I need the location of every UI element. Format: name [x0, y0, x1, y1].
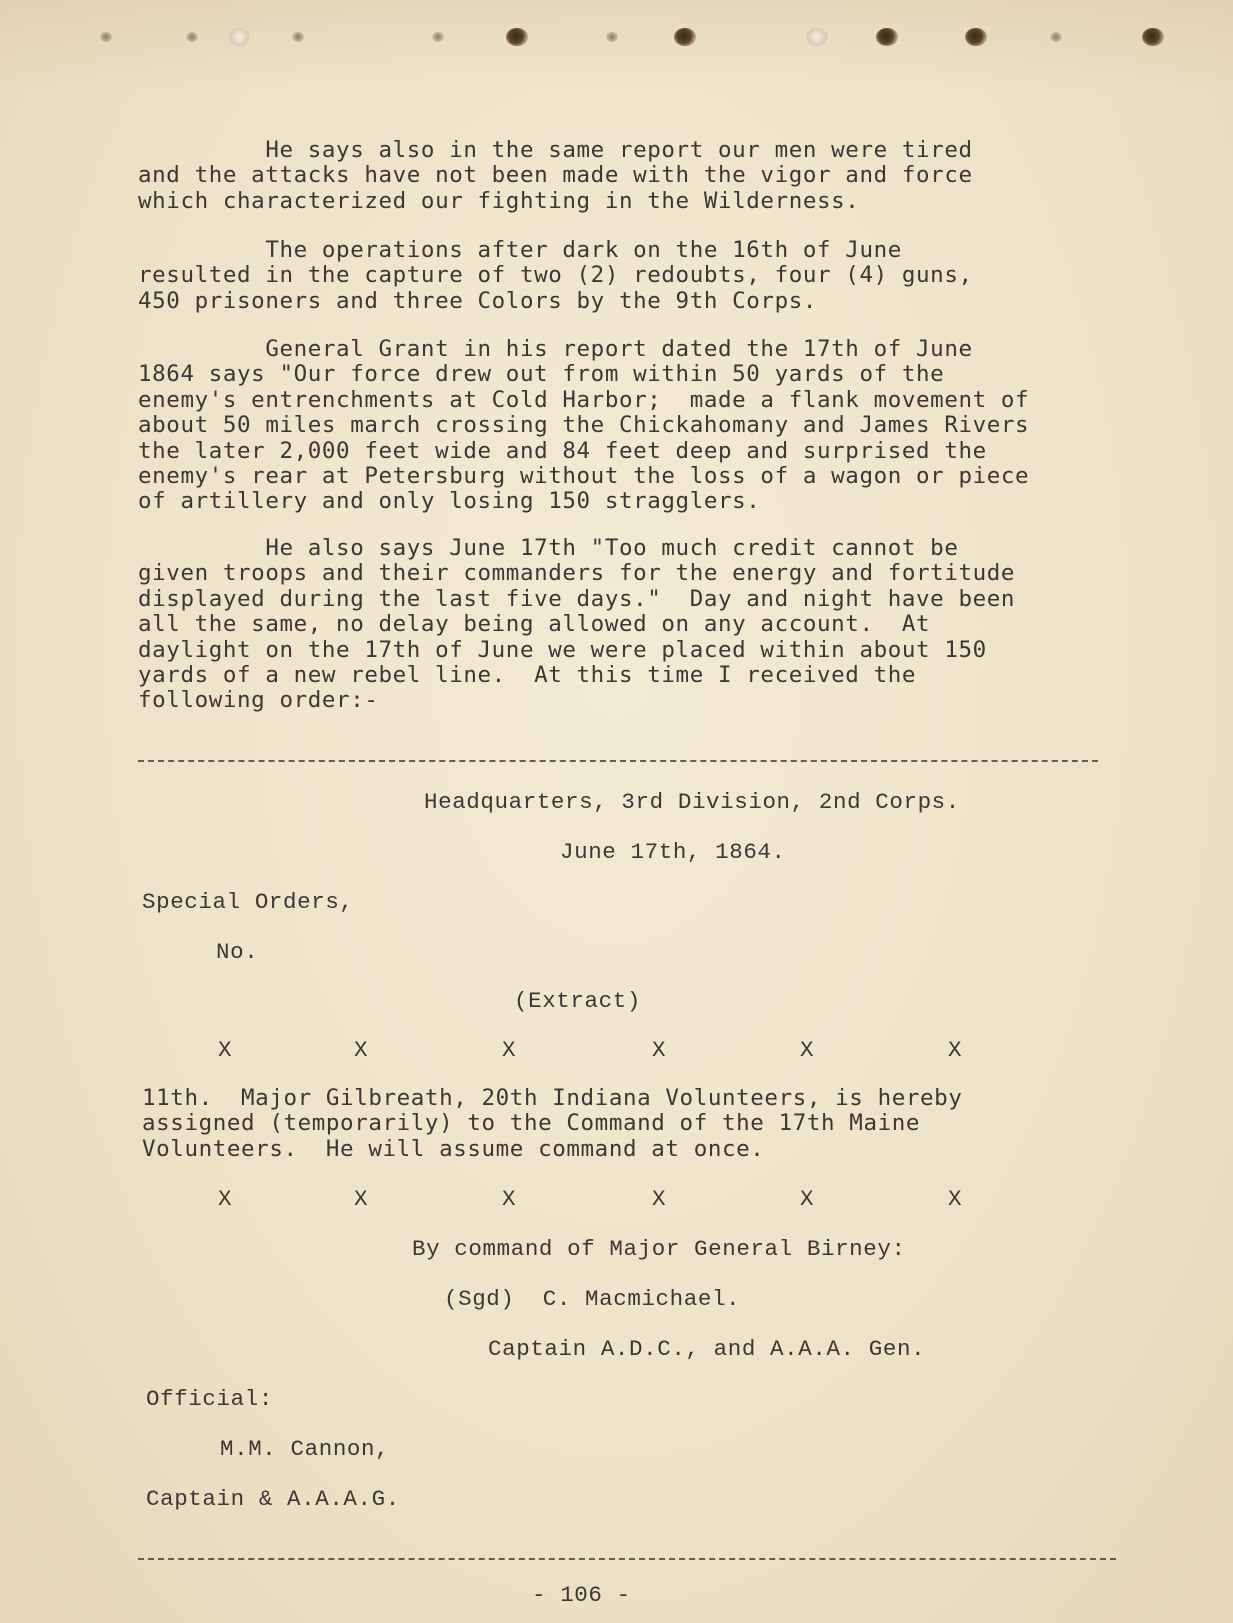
x-mark: X: [502, 1186, 516, 1212]
punch-hole: [674, 28, 696, 46]
punch-hole: [806, 28, 828, 46]
punch-hole: [228, 28, 250, 46]
x-mark: X: [800, 1037, 814, 1063]
punch-hole: [186, 32, 198, 42]
order-date: June 17th, 1864.: [560, 839, 786, 865]
x-mark: X: [652, 1186, 666, 1212]
official-title: Captain & A.A.A.G.: [146, 1486, 400, 1512]
punch-hole: [606, 32, 618, 42]
official-name: M.M. Cannon,: [220, 1436, 390, 1462]
x-mark: X: [948, 1037, 962, 1063]
punch-hole: [1050, 32, 1062, 42]
x-mark: X: [502, 1037, 516, 1063]
punch-hole: [432, 32, 444, 42]
x-mark: X: [218, 1186, 232, 1212]
signed-line: (Sgd) C. Macmichael.: [444, 1286, 741, 1312]
x-mark: X: [652, 1037, 666, 1063]
x-mark: X: [948, 1186, 962, 1212]
punch-hole: [292, 32, 304, 42]
page-number: - 106 -: [532, 1582, 631, 1608]
punch-hole: [876, 28, 898, 46]
punch-hole: [1142, 28, 1164, 46]
order-body: 11th. Major Gilbreath, 20th Indiana Volunteers, is hereby assigned (temporarily) to the Command of the 17th Maine Volunteers. He will assume command at once.: [142, 1085, 963, 1162]
x-mark: X: [354, 1186, 368, 1212]
paragraph-june-16-operations: The operations after dark on the 16th of June resulted in the capture of two (2) redoubts, four (4) guns, 450 prisoners and three Colors by the 9th Corps.: [138, 237, 973, 314]
order-number-label: No.: [216, 939, 259, 965]
divider-top: [138, 760, 1098, 762]
special-orders-label: Special Orders,: [142, 889, 354, 915]
punch-hole: [100, 32, 112, 42]
signer-title: Captain A.D.C., and A.A.A. Gen.: [488, 1336, 926, 1362]
extract-label: (Extract): [514, 988, 641, 1014]
x-mark: X: [354, 1037, 368, 1063]
official-label: Official:: [146, 1386, 273, 1412]
paragraph-vigor-report: He says also in the same report our men were tired and the attacks have not been made with the vigor and force which characterized our fighting in the Wilderness.: [138, 137, 973, 214]
paragraph-june-17-credit: He also says June 17th "Too much credit cannot be given troops and their commanders for the energy and fortitude displayed during the last five days." Day and night have been all the same, no delay being allowed on any account. At daylight on the 17th of June we were placed within about 150 yards of a new rebel line. At this time I received the following order:-: [138, 535, 1016, 714]
by-command-line: By command of Major General Birney:: [412, 1236, 906, 1262]
order-headquarters: Headquarters, 3rd Division, 2nd Corps.: [424, 789, 960, 815]
x-marks-row-bottom: [0, 1187, 1233, 1213]
x-marks-row-top: [0, 1038, 1233, 1064]
x-mark: X: [800, 1186, 814, 1212]
paragraph-grant-report: General Grant in his report dated the 17th of June 1864 says "Our force drew out from within 50 yards of the enemy's entrenchments at Cold Harbor; made a flank movement of about 50 miles march crossing the Chickahomany and James Rivers the later 2,000 feet wide and 84 feet deep and surprised the enemy's rear at Petersburg without the loss of a wagon or piece of artillery and only losing 150 stragglers.: [138, 336, 1030, 515]
punch-hole: [506, 28, 528, 46]
punch-hole: [965, 28, 987, 46]
x-mark: X: [218, 1037, 232, 1063]
divider-bottom: [138, 1558, 1116, 1560]
